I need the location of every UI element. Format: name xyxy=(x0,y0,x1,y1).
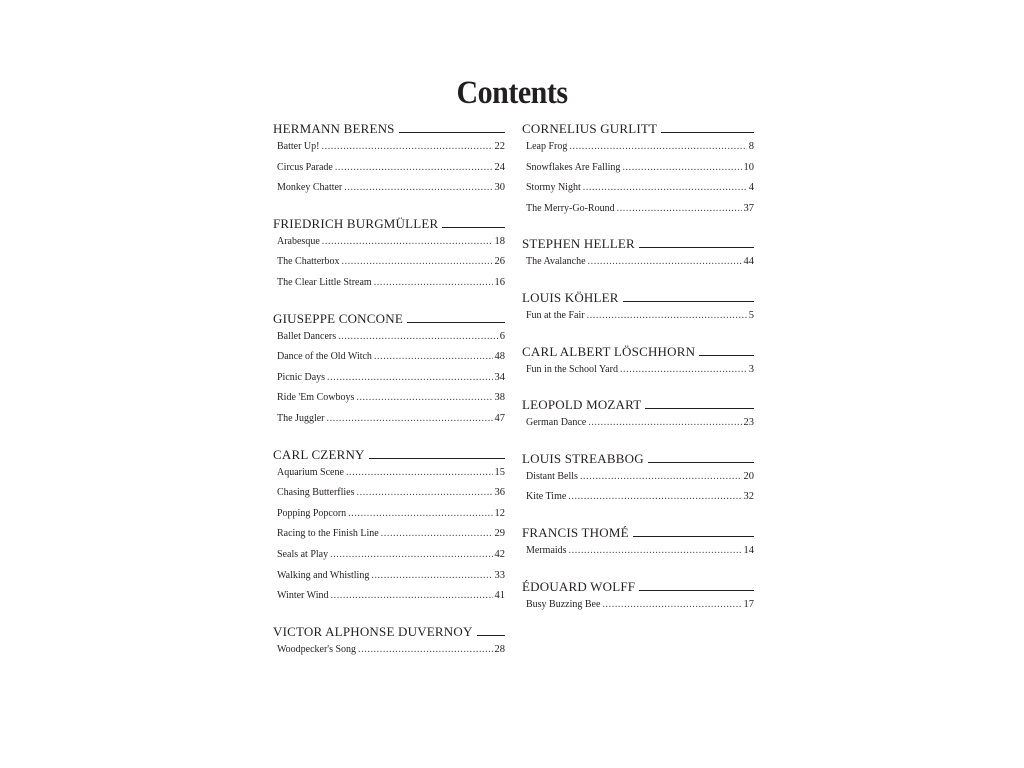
toc-entry xyxy=(526,306,754,327)
piece-title: Leap Frog xyxy=(526,141,568,152)
page-title: Contents xyxy=(456,74,568,111)
page-number: 36 xyxy=(494,487,505,499)
heading-rule xyxy=(633,536,754,537)
piece-title: The Merry-Go-Round xyxy=(526,202,615,214)
page-number: 23 xyxy=(743,417,754,429)
toc-entry xyxy=(277,347,505,368)
dot-leader xyxy=(374,273,493,294)
page-number: 30 xyxy=(494,182,505,194)
composer-name: CARL CZERNY xyxy=(273,446,365,462)
dot-leader xyxy=(330,545,492,566)
toc-entry xyxy=(277,388,505,409)
composer-heading xyxy=(522,396,754,412)
toc-entry xyxy=(526,360,754,381)
composer-name: VICTOR ALPHONSE DUVERNOY xyxy=(273,623,473,639)
composer-name: FRIEDRICH BURGMÜLLER xyxy=(273,215,439,231)
composer-name: LOUIS KÖHLER xyxy=(522,289,619,305)
dot-leader xyxy=(322,137,493,158)
piece-list xyxy=(273,640,505,661)
composer-heading xyxy=(522,343,754,359)
dot-leader xyxy=(348,504,492,525)
piece-title: Distant Bells xyxy=(526,470,578,482)
composer-name: STEPHEN HELLER xyxy=(522,236,635,252)
toc-entry xyxy=(277,178,505,199)
composer-name: HERMANN BERENS xyxy=(273,121,395,136)
composer-heading xyxy=(522,524,754,540)
dot-leader xyxy=(381,524,493,545)
composer-name: ÉDOUARD WOLFF xyxy=(522,578,636,594)
dot-leader xyxy=(568,487,741,508)
piece-title: Stormy Night xyxy=(526,182,581,194)
composer-section xyxy=(273,446,505,607)
toc-entry xyxy=(526,541,754,562)
piece-title: Circus Parade xyxy=(277,161,333,173)
piece-title: Busy Buzzing Bee xyxy=(526,598,601,610)
dot-leader xyxy=(338,327,498,348)
composer-name: GIUSEPPE CONCONE xyxy=(273,310,403,326)
piece-title: Batter Up! xyxy=(277,141,320,152)
dot-leader xyxy=(335,158,493,179)
composer-section xyxy=(522,450,754,508)
composer-section xyxy=(522,343,754,381)
piece-list xyxy=(522,137,754,219)
composer-section xyxy=(273,215,505,294)
piece-title: Mermaids xyxy=(526,544,567,556)
page-number: 33 xyxy=(494,569,505,581)
dot-leader xyxy=(341,252,492,273)
page-number: 47 xyxy=(494,412,505,424)
piece-title: Winter Wind xyxy=(277,590,329,602)
piece-title: Ballet Dancers xyxy=(277,330,337,342)
piece-title: Arabesque xyxy=(277,235,320,247)
dot-leader xyxy=(374,347,493,368)
toc-entry xyxy=(277,273,505,294)
toc-entry xyxy=(277,137,505,158)
composer-section xyxy=(522,235,754,273)
dot-leader xyxy=(371,566,492,587)
composer-section xyxy=(522,120,754,219)
piece-title: Aquarium Scene xyxy=(277,466,344,478)
piece-list xyxy=(522,252,754,273)
dot-leader xyxy=(569,137,746,158)
toc-entry xyxy=(277,409,505,430)
composer-section xyxy=(273,310,505,430)
piece-list xyxy=(522,360,754,381)
composer-heading xyxy=(522,578,754,594)
heading-rule xyxy=(661,132,754,133)
toc-entry xyxy=(526,487,754,508)
page-number: 48 xyxy=(494,351,505,363)
page-number: 4 xyxy=(748,182,754,194)
piece-title: Seals at Play xyxy=(277,548,329,560)
page-number: 38 xyxy=(494,392,505,404)
page-number: 26 xyxy=(494,256,505,268)
piece-list xyxy=(522,595,754,616)
piece-title: Woodpecker's Song xyxy=(277,643,357,655)
page-number: 20 xyxy=(743,470,754,482)
piece-title: Popping Popcorn xyxy=(277,507,347,519)
dot-leader xyxy=(617,199,742,220)
piece-title: Fun at the Fair xyxy=(526,309,585,321)
dot-leader xyxy=(327,409,493,430)
composer-name: CORNELIUS GURLITT xyxy=(522,121,658,136)
composer-heading xyxy=(273,215,505,231)
dot-leader xyxy=(580,467,742,488)
toc-entry xyxy=(277,524,505,545)
page-number: 24 xyxy=(494,161,505,173)
page-number: 16 xyxy=(494,276,505,288)
heading-rule xyxy=(648,462,754,463)
composer-heading xyxy=(522,450,754,466)
composer-heading xyxy=(273,446,505,462)
heading-rule xyxy=(639,590,754,591)
composer-heading xyxy=(522,120,754,136)
heading-rule xyxy=(477,635,505,636)
toc-entry xyxy=(277,368,505,389)
toc-entry xyxy=(277,545,505,566)
dot-leader xyxy=(331,586,493,607)
piece-title: The Chatterbox xyxy=(277,256,340,268)
piece-list xyxy=(522,467,754,508)
toc-entry xyxy=(277,483,505,504)
composer-heading xyxy=(273,310,505,326)
composer-section xyxy=(522,578,754,616)
dot-leader xyxy=(588,413,741,434)
page-number: 10 xyxy=(743,161,754,173)
piece-list xyxy=(522,541,754,562)
page-number: 22 xyxy=(494,141,505,152)
composer-section xyxy=(522,524,754,562)
page-number: 29 xyxy=(494,528,505,540)
dot-leader xyxy=(358,640,492,661)
piece-title: Chasing Butterflies xyxy=(277,487,355,499)
piece-list xyxy=(273,232,505,294)
composer-name: FRANCIS THOMÉ xyxy=(522,524,629,540)
page-number: 3 xyxy=(748,363,754,375)
toc-entry xyxy=(277,232,505,253)
dot-leader xyxy=(588,252,742,273)
composer-section xyxy=(522,396,754,434)
heading-rule xyxy=(442,227,505,228)
page-number: 15 xyxy=(494,466,505,478)
heading-rule xyxy=(623,301,754,302)
composer-name: CARL ALBERT LÖSCHHORN xyxy=(522,343,696,359)
dot-leader xyxy=(587,306,747,327)
dot-leader xyxy=(344,178,492,199)
piece-title: Monkey Chatter xyxy=(277,182,343,194)
piece-list xyxy=(522,413,754,434)
dot-leader xyxy=(356,388,492,409)
composer-heading xyxy=(273,623,505,639)
page-number: 12 xyxy=(494,507,505,519)
piece-title: Snowflakes Are Falling xyxy=(526,161,621,173)
toc-entry xyxy=(526,413,754,434)
dot-leader xyxy=(622,158,741,179)
piece-list xyxy=(273,463,505,607)
piece-title: The Avalanche xyxy=(526,256,586,268)
page-number: 14 xyxy=(743,544,754,556)
page-number: 41 xyxy=(494,590,505,602)
piece-title: Ride 'Em Cowboys xyxy=(277,392,355,404)
page-number: 6 xyxy=(499,330,505,342)
page-number: 5 xyxy=(748,309,754,321)
piece-list xyxy=(273,327,505,430)
composer-section xyxy=(522,289,754,327)
toc-entry xyxy=(277,566,505,587)
toc-entry xyxy=(277,252,505,273)
piece-title: Picnic Days xyxy=(277,371,326,383)
heading-rule xyxy=(699,355,754,356)
heading-rule xyxy=(369,458,505,459)
piece-list xyxy=(522,306,754,327)
toc-entry xyxy=(277,586,505,607)
dot-leader xyxy=(569,541,742,562)
page-number: 17 xyxy=(743,598,754,610)
toc-entry xyxy=(526,467,754,488)
heading-rule xyxy=(645,408,754,409)
page-number: 44 xyxy=(743,256,754,268)
piece-title: Kite Time xyxy=(526,491,567,503)
toc-column-right xyxy=(522,120,754,631)
toc-entry xyxy=(526,137,754,158)
page-number: 42 xyxy=(494,548,505,560)
piece-title: The Clear Little Stream xyxy=(277,276,372,288)
toc-entry xyxy=(526,595,754,616)
dot-leader xyxy=(327,368,492,389)
toc-entry xyxy=(277,158,505,179)
composer-heading xyxy=(522,289,754,305)
toc-entry xyxy=(277,463,505,484)
page-number: 8 xyxy=(748,141,754,152)
page-number: 18 xyxy=(494,235,505,247)
dot-leader xyxy=(346,463,493,484)
heading-rule xyxy=(407,322,505,323)
piece-title: The Juggler xyxy=(277,412,325,424)
composer-name: LOUIS STREABBOG xyxy=(522,450,644,466)
page-number: 34 xyxy=(494,371,505,383)
toc-entry xyxy=(526,199,754,220)
toc-entry xyxy=(526,252,754,273)
piece-title: Dance of the Old Witch xyxy=(277,351,372,363)
composer-heading xyxy=(522,235,754,251)
toc-entry xyxy=(526,158,754,179)
composer-section xyxy=(273,623,505,661)
composer-name: LEOPOLD MOZART xyxy=(522,397,642,413)
dot-leader xyxy=(322,232,493,253)
toc-column-left xyxy=(273,120,505,676)
dot-leader xyxy=(357,483,493,504)
page-number: 37 xyxy=(743,202,754,214)
dot-leader xyxy=(583,178,747,199)
composer-section xyxy=(273,120,505,199)
page-number: 28 xyxy=(494,643,505,655)
piece-title: Fun in the School Yard xyxy=(526,363,618,375)
toc-entry xyxy=(277,504,505,525)
piece-title: Racing to the Finish Line xyxy=(277,528,379,540)
page-number: 32 xyxy=(743,491,754,503)
toc-entry xyxy=(277,327,505,348)
dot-leader xyxy=(620,360,747,381)
piece-title: German Dance xyxy=(526,417,587,429)
composer-heading xyxy=(273,120,505,136)
dot-leader xyxy=(602,595,741,616)
piece-title: Walking and Whistling xyxy=(277,569,370,581)
piece-list xyxy=(273,137,505,199)
toc-entry xyxy=(277,640,505,661)
heading-rule xyxy=(399,132,505,133)
toc-entry xyxy=(526,178,754,199)
heading-rule xyxy=(639,247,754,248)
